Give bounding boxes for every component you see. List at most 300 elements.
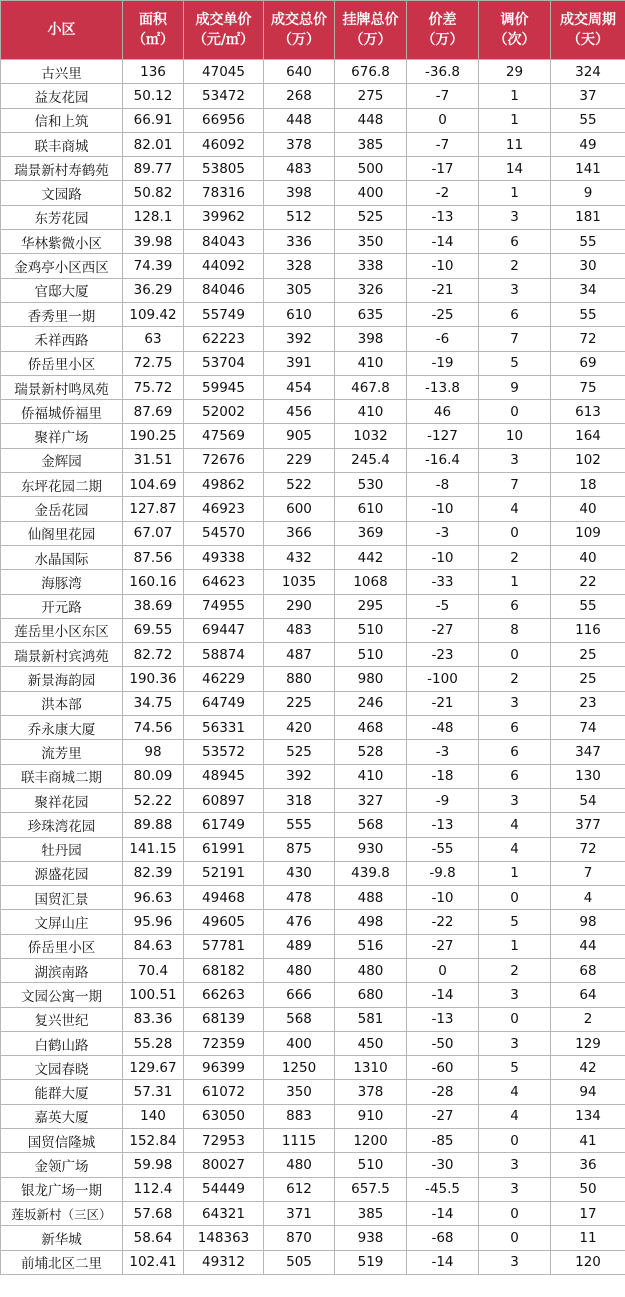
col-area-cell: 31.51 (123, 448, 184, 472)
col-price-diff-cell: -10 (407, 545, 479, 569)
col-cycle-cell: 40 (551, 497, 625, 521)
col-unit-price-cell: 62223 (184, 327, 264, 351)
table-row (1, 351, 625, 375)
col-area-cell: 52.22 (123, 788, 184, 812)
col-community-cell: 瑞景新村寿鹤苑 (1, 157, 123, 181)
col-unit-price-cell: 47569 (184, 424, 264, 448)
col-cycle-cell: 102 (551, 448, 625, 472)
col-price-diff-cell: -21 (407, 691, 479, 715)
col-total-price-cell: 432 (264, 545, 335, 569)
col-unit-price-cell: 68139 (184, 1007, 264, 1031)
col-total-price-cell: 318 (264, 788, 335, 812)
col-area-cell: 129.67 (123, 1056, 184, 1080)
table-row (1, 691, 625, 715)
col-adjustments-cell: 14 (479, 157, 551, 181)
col-unit-price-cell: 46229 (184, 667, 264, 691)
col-cycle-cell: 34 (551, 278, 625, 302)
col-adjustments-cell: 3 (479, 691, 551, 715)
table-row (1, 448, 625, 472)
table-row (1, 764, 625, 788)
col-cycle-cell: 23 (551, 691, 625, 715)
col-price-diff-cell: -36.8 (407, 60, 479, 84)
col-adjustments-cell: 0 (479, 1201, 551, 1225)
col-price-diff-cell: -13 (407, 813, 479, 837)
col-listing-price-cell: 385 (335, 132, 407, 156)
col-area-cell: 141.15 (123, 837, 184, 861)
col-unit-price-cell: 80027 (184, 1153, 264, 1177)
col-adjustments-cell: 0 (479, 886, 551, 910)
col-total-price-cell: 489 (264, 934, 335, 958)
col-area-cell: 55.28 (123, 1031, 184, 1055)
col-total-price-cell: 305 (264, 278, 335, 302)
col-area-cell: 160.16 (123, 570, 184, 594)
col-price-diff-cell: -2 (407, 181, 479, 205)
col-area-cell: 82.39 (123, 861, 184, 885)
col-price-diff-cell: -33 (407, 570, 479, 594)
col-total-price-cell: 483 (264, 157, 335, 181)
col-total-price-cell: 268 (264, 84, 335, 108)
col-community-cell: 古兴里 (1, 60, 123, 84)
col-adjustments-cell: 1 (479, 84, 551, 108)
col-cycle-cell: 40 (551, 545, 625, 569)
col-cycle-cell: 18 (551, 473, 625, 497)
table-row (1, 1007, 625, 1031)
col-community-cell: 聚祥花园 (1, 788, 123, 812)
col-area-cell: 104.69 (123, 473, 184, 497)
col-cycle-cell: 37 (551, 84, 625, 108)
col-community-cell: 洪本部 (1, 691, 123, 715)
col-adjustments-cell: 3 (479, 788, 551, 812)
table-row (1, 60, 625, 84)
col-cycle-cell: 64 (551, 983, 625, 1007)
col-price-diff-cell: -7 (407, 84, 479, 108)
col-total-price-cell: 1115 (264, 1129, 335, 1153)
col-adjustments-cell: 4 (479, 837, 551, 861)
table-row (1, 230, 625, 254)
col-total-price-cell: 483 (264, 618, 335, 642)
col-adjustments-cell: 5 (479, 1056, 551, 1080)
table-row (1, 1080, 625, 1104)
col-listing-price-cell: 1310 (335, 1056, 407, 1080)
col-unit-price-cell: 74955 (184, 594, 264, 618)
col-price-diff-cell: -5 (407, 594, 479, 618)
col-listing-price-cell: 275 (335, 84, 407, 108)
col-adjustments-cell: 0 (479, 1129, 551, 1153)
col-cycle-cell: 613 (551, 400, 625, 424)
header-label: 挂牌总价 (342, 12, 399, 28)
col-listing-price-cell: 581 (335, 1007, 407, 1031)
col-area-cell: 66.91 (123, 108, 184, 132)
col-area-cell: 50.82 (123, 181, 184, 205)
col-adjustments-cell: 3 (479, 1177, 551, 1201)
col-total-price-cell: 480 (264, 1153, 335, 1177)
col-listing-price-cell: 510 (335, 643, 407, 667)
col-unit-price-cell: 56331 (184, 716, 264, 740)
table-row (1, 740, 625, 764)
col-listing-price-cell: 467.8 (335, 375, 407, 399)
col-price-diff-cell: -8 (407, 473, 479, 497)
col-community-cell: 聚祥广场 (1, 424, 123, 448)
col-unit-price-cell: 49862 (184, 473, 264, 497)
table-row (1, 1250, 625, 1274)
col-price-diff-cell: -10 (407, 497, 479, 521)
col-listing-price-cell: 1200 (335, 1129, 407, 1153)
col-adjustments-cell: 1 (479, 861, 551, 885)
col-community-cell: 侨岳里小区 (1, 351, 123, 375)
col-adjustments-cell: 6 (479, 302, 551, 326)
col-area-cell: 34.75 (123, 691, 184, 715)
col-total-price-cell: 392 (264, 764, 335, 788)
col-community-cell: 瑞景新村宾鸿苑 (1, 643, 123, 667)
col-unit-price-cell: 78316 (184, 181, 264, 205)
col-total-price-cell: 487 (264, 643, 335, 667)
col-price-diff-cell: 0 (407, 958, 479, 982)
col-adjustments-cell: 8 (479, 618, 551, 642)
col-price-diff-cell: -50 (407, 1031, 479, 1055)
col-area-cell: 87.56 (123, 545, 184, 569)
col-price-diff-cell: -55 (407, 837, 479, 861)
col-cycle-cell: 4 (551, 886, 625, 910)
table-row (1, 181, 625, 205)
col-adjustments-cell: 2 (479, 958, 551, 982)
col-total-price-cell: 512 (264, 205, 335, 229)
col-price-diff-cell: -48 (407, 716, 479, 740)
col-price-diff-cell: -85 (407, 1129, 479, 1153)
col-price-diff-cell: -13.8 (407, 375, 479, 399)
col-unit-price-cell: 47045 (184, 60, 264, 84)
col-area-cell: 82.72 (123, 643, 184, 667)
col-area-cell: 59.98 (123, 1153, 184, 1177)
col-community-cell: 金鸡亭小区西区 (1, 254, 123, 278)
col-area-cell: 89.77 (123, 157, 184, 181)
col-community-cell: 益友花园 (1, 84, 123, 108)
col-unit-price-cell: 72953 (184, 1129, 264, 1153)
col-total-price-cell: 480 (264, 958, 335, 982)
col-listing-price-cell: 442 (335, 545, 407, 569)
col-price-diff-cell: -10 (407, 254, 479, 278)
col-adjustments-header (479, 1, 551, 60)
col-unit-price-cell: 54570 (184, 521, 264, 545)
col-unit-price-cell: 64749 (184, 691, 264, 715)
col-community-cell: 文园春晓 (1, 1056, 123, 1080)
col-cycle-cell: 109 (551, 521, 625, 545)
col-price-diff-cell: -27 (407, 934, 479, 958)
col-listing-price-cell: 448 (335, 108, 407, 132)
table-row (1, 570, 625, 594)
header-label: 成交周期 (560, 12, 616, 28)
col-unit-price-cell: 57781 (184, 934, 264, 958)
col-adjustments-cell: 0 (479, 643, 551, 667)
col-adjustments-cell: 3 (479, 205, 551, 229)
col-adjustments-cell: 3 (479, 983, 551, 1007)
col-unit-price-cell: 84046 (184, 278, 264, 302)
col-adjustments-cell: 4 (479, 813, 551, 837)
col-adjustments-cell: 0 (479, 1226, 551, 1250)
col-adjustments-cell: 29 (479, 60, 551, 84)
table-row (1, 618, 625, 642)
col-adjustments-cell: 1 (479, 108, 551, 132)
col-community-cell: 金辉园 (1, 448, 123, 472)
col-cycle-cell: 44 (551, 934, 625, 958)
col-community-header (1, 1, 123, 60)
col-price-diff-cell: -14 (407, 983, 479, 1007)
col-unit-price-cell: 53704 (184, 351, 264, 375)
col-cycle-cell: 54 (551, 788, 625, 812)
header-unit: （㎡） (132, 32, 174, 48)
col-community-cell: 海豚湾 (1, 570, 123, 594)
col-price-diff-cell: -16.4 (407, 448, 479, 472)
col-area-cell: 38.69 (123, 594, 184, 618)
col-cycle-cell: 55 (551, 108, 625, 132)
col-unit-price-cell: 44092 (184, 254, 264, 278)
col-cycle-cell: 41 (551, 1129, 625, 1153)
col-community-cell: 侨福城侨福里 (1, 400, 123, 424)
col-adjustments-cell: 7 (479, 473, 551, 497)
col-area-cell: 70.4 (123, 958, 184, 982)
col-area-cell: 82.01 (123, 132, 184, 156)
col-area-cell: 67.07 (123, 521, 184, 545)
col-listing-price-cell: 1032 (335, 424, 407, 448)
col-listing-price-cell: 488 (335, 886, 407, 910)
col-price-diff-cell: -127 (407, 424, 479, 448)
col-price-diff-cell: -27 (407, 1104, 479, 1128)
col-listing-price-cell: 510 (335, 1153, 407, 1177)
col-price-diff-cell: 0 (407, 108, 479, 132)
table-row (1, 473, 625, 497)
col-area-cell: 83.36 (123, 1007, 184, 1031)
header-label: 调价 (500, 12, 529, 28)
col-cycle-cell: 130 (551, 764, 625, 788)
col-community-cell: 仙阁里花园 (1, 521, 123, 545)
table-row (1, 910, 625, 934)
col-area-cell: 50.12 (123, 84, 184, 108)
col-price-diff-cell: -18 (407, 764, 479, 788)
table-row (1, 545, 625, 569)
col-listing-price-cell: 369 (335, 521, 407, 545)
col-listing-price-cell: 610 (335, 497, 407, 521)
table-row (1, 983, 625, 1007)
col-price-diff-cell: -23 (407, 643, 479, 667)
table-row (1, 254, 625, 278)
col-listing-price-header (335, 1, 407, 60)
col-adjustments-cell: 2 (479, 667, 551, 691)
col-community-cell: 珍珠湾花园 (1, 813, 123, 837)
col-adjustments-cell: 6 (479, 764, 551, 788)
col-unit-price-cell: 58874 (184, 643, 264, 667)
table-row (1, 1129, 625, 1153)
col-community-cell: 国贸汇景 (1, 886, 123, 910)
col-total-price-cell: 392 (264, 327, 335, 351)
col-unit-price-cell: 49312 (184, 1250, 264, 1274)
col-area-cell: 36.29 (123, 278, 184, 302)
col-cycle-cell: 30 (551, 254, 625, 278)
col-community-cell: 东坪花园二期 (1, 473, 123, 497)
col-price-diff-cell: -21 (407, 278, 479, 302)
col-unit-price-cell: 55749 (184, 302, 264, 326)
col-cycle-cell: 72 (551, 837, 625, 861)
col-adjustments-cell: 3 (479, 278, 551, 302)
col-total-price-cell: 336 (264, 230, 335, 254)
table-row (1, 1226, 625, 1250)
col-listing-price-cell: 516 (335, 934, 407, 958)
col-total-price-cell: 568 (264, 1007, 335, 1031)
col-area-cell: 190.25 (123, 424, 184, 448)
col-unit-price-cell: 59945 (184, 375, 264, 399)
col-community-cell: 莲坂新村（三区） (1, 1201, 123, 1225)
col-total-price-cell: 880 (264, 667, 335, 691)
table-row (1, 813, 625, 837)
col-cycle-cell: 164 (551, 424, 625, 448)
col-adjustments-cell: 5 (479, 351, 551, 375)
col-unit-price-cell: 61991 (184, 837, 264, 861)
col-community-cell: 前埔北区二里 (1, 1250, 123, 1274)
col-cycle-cell: 22 (551, 570, 625, 594)
col-area-cell: 102.41 (123, 1250, 184, 1274)
col-adjustments-cell: 4 (479, 1104, 551, 1128)
col-unit-price-cell: 61072 (184, 1080, 264, 1104)
col-price-diff-cell: -13 (407, 1007, 479, 1031)
col-price-diff-cell: -14 (407, 1250, 479, 1274)
col-total-price-cell: 640 (264, 60, 335, 84)
col-listing-price-cell: 680 (335, 983, 407, 1007)
col-area-cell: 74.39 (123, 254, 184, 278)
col-cycle-cell: 68 (551, 958, 625, 982)
col-unit-price-cell: 60897 (184, 788, 264, 812)
col-listing-price-cell: 398 (335, 327, 407, 351)
col-unit-price-cell: 53572 (184, 740, 264, 764)
col-community-cell: 信和上筑 (1, 108, 123, 132)
col-total-price-header (264, 1, 335, 60)
table-row (1, 108, 625, 132)
col-price-diff-cell: -7 (407, 132, 479, 156)
table-row (1, 1201, 625, 1225)
col-community-cell: 源盛花园 (1, 861, 123, 885)
col-listing-price-cell: 450 (335, 1031, 407, 1055)
col-listing-price-cell: 326 (335, 278, 407, 302)
col-total-price-cell: 366 (264, 521, 335, 545)
table-row (1, 934, 625, 958)
col-listing-price-cell: 568 (335, 813, 407, 837)
col-adjustments-cell: 6 (479, 716, 551, 740)
header-unit: （万） (278, 32, 320, 48)
col-listing-price-cell: 410 (335, 764, 407, 788)
col-area-cell: 80.09 (123, 764, 184, 788)
col-cycle-cell: 120 (551, 1250, 625, 1274)
col-adjustments-cell: 1 (479, 570, 551, 594)
header-unit: （次） (493, 32, 536, 48)
col-listing-price-cell: 676.8 (335, 60, 407, 84)
col-total-price-cell: 225 (264, 691, 335, 715)
table-row (1, 375, 625, 399)
col-listing-price-cell: 500 (335, 157, 407, 181)
col-community-cell: 金领广场 (1, 1153, 123, 1177)
table-row (1, 1177, 625, 1201)
header-unit: （万） (349, 32, 392, 48)
header-unit: （万） (421, 32, 464, 48)
col-price-diff-cell: -9.8 (407, 861, 479, 885)
col-community-cell: 湖滨南路 (1, 958, 123, 982)
col-area-cell: 63 (123, 327, 184, 351)
col-listing-price-cell: 480 (335, 958, 407, 982)
col-price-diff-cell: -14 (407, 230, 479, 254)
col-unit-price-cell: 52191 (184, 861, 264, 885)
table-row (1, 132, 625, 156)
col-cycle-cell: 55 (551, 230, 625, 254)
col-listing-price-cell: 528 (335, 740, 407, 764)
col-community-cell: 白鹤山路 (1, 1031, 123, 1055)
col-total-price-cell: 478 (264, 886, 335, 910)
col-total-price-cell: 420 (264, 716, 335, 740)
col-cycle-cell: 324 (551, 60, 625, 84)
col-unit-price-cell: 49338 (184, 545, 264, 569)
header-label: 价差 (428, 12, 457, 28)
col-community-cell: 联丰商城 (1, 132, 123, 156)
table-row (1, 327, 625, 351)
col-listing-price-cell: 910 (335, 1104, 407, 1128)
col-area-cell: 89.88 (123, 813, 184, 837)
col-area-cell: 57.68 (123, 1201, 184, 1225)
col-community-cell: 官邸大厦 (1, 278, 123, 302)
col-cycle-cell: 42 (551, 1056, 625, 1080)
col-community-cell: 银龙广场一期 (1, 1177, 123, 1201)
col-community-cell: 文园公寓一期 (1, 983, 123, 1007)
table-row (1, 1056, 625, 1080)
col-adjustments-cell: 7 (479, 327, 551, 351)
col-community-cell: 能群大厦 (1, 1080, 123, 1104)
table-row (1, 594, 625, 618)
col-total-price-cell: 610 (264, 302, 335, 326)
col-unit-price-cell: 148363 (184, 1226, 264, 1250)
col-adjustments-cell: 3 (479, 1153, 551, 1177)
col-price-diff-cell: -9 (407, 788, 479, 812)
col-price-diff-cell: -3 (407, 740, 479, 764)
col-adjustments-cell: 2 (479, 254, 551, 278)
table-row (1, 1153, 625, 1177)
col-listing-price-cell: 938 (335, 1226, 407, 1250)
col-cycle-cell: 55 (551, 302, 625, 326)
table-row (1, 643, 625, 667)
col-area-cell: 39.98 (123, 230, 184, 254)
col-area-cell: 57.31 (123, 1080, 184, 1104)
col-listing-price-cell: 510 (335, 618, 407, 642)
col-community-cell: 乔永康大厦 (1, 716, 123, 740)
col-unit-price-cell: 69447 (184, 618, 264, 642)
col-community-cell: 水晶国际 (1, 545, 123, 569)
col-unit-price-cell: 64623 (184, 570, 264, 594)
table-row (1, 497, 625, 521)
col-cycle-cell: 72 (551, 327, 625, 351)
col-unit-price-cell: 39962 (184, 205, 264, 229)
col-adjustments-cell: 2 (479, 545, 551, 569)
col-community-cell: 嘉英大厦 (1, 1104, 123, 1128)
col-listing-price-cell: 635 (335, 302, 407, 326)
col-area-cell: 95.96 (123, 910, 184, 934)
col-unit-price-cell: 64321 (184, 1201, 264, 1225)
col-listing-price-cell: 350 (335, 230, 407, 254)
col-area-cell: 136 (123, 60, 184, 84)
col-price-diff-cell: -25 (407, 302, 479, 326)
col-adjustments-cell: 10 (479, 424, 551, 448)
table-row (1, 84, 625, 108)
col-community-cell: 莲岳里小区东区 (1, 618, 123, 642)
col-adjustments-cell: 6 (479, 594, 551, 618)
col-unit-price-cell: 66956 (184, 108, 264, 132)
col-community-cell: 开元路 (1, 594, 123, 618)
col-area-header (123, 1, 184, 60)
col-listing-price-cell: 498 (335, 910, 407, 934)
col-price-diff-header (407, 1, 479, 60)
col-adjustments-cell: 0 (479, 400, 551, 424)
